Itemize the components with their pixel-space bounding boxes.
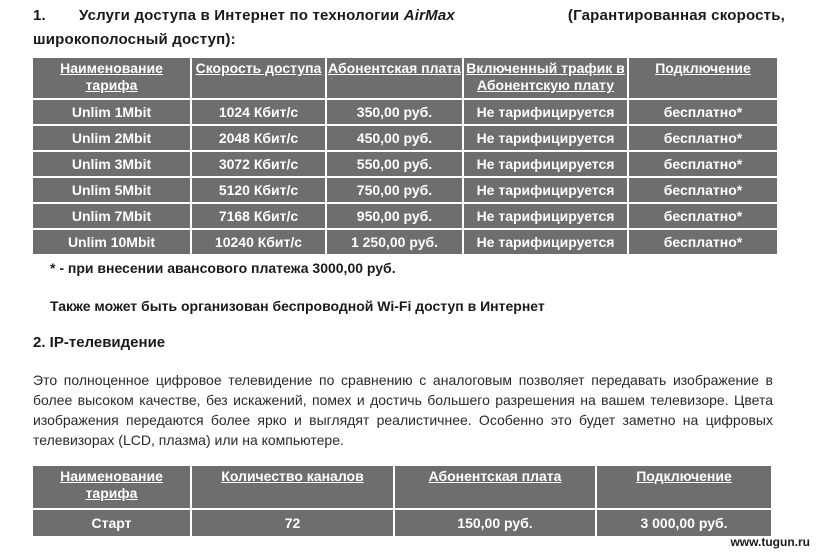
cell-tariff-name: Старт	[33, 510, 190, 536]
table-row	[33, 230, 777, 254]
col-header-channels: Количество каналов	[192, 466, 393, 508]
cell-connection: 3 000,00 руб.	[597, 510, 771, 536]
section-1-heading-part2: (Гарантированная скорость,	[567, 7, 785, 24]
cell-traffic: Не тарифицируется	[464, 230, 627, 254]
col-header-fee: Абонентская плата	[327, 58, 462, 98]
cell-connection: бесплатно*	[629, 126, 777, 150]
cell-connection: бесплатно*	[629, 152, 777, 176]
section-2-heading: 2. IP-телевидение	[33, 334, 166, 351]
table-row	[33, 178, 777, 202]
cell-tariff-name: Unlim 7Mbit	[33, 204, 190, 228]
cell-connection: бесплатно*	[629, 230, 777, 254]
section-1-number: 1.	[33, 7, 46, 24]
table-row	[33, 126, 777, 150]
section-1-heading-line2: широкополосный доступ):	[33, 31, 236, 48]
table-header-row	[33, 466, 771, 508]
cell-traffic: Не тарифицируется	[464, 126, 627, 150]
cell-connection: бесплатно*	[629, 204, 777, 228]
col-header-speed: Скорость доступа	[192, 58, 325, 98]
cell-fee: 1 250,00 руб.	[327, 230, 462, 254]
col-header-tariff-name: Наименование тарифа	[33, 58, 190, 98]
cell-fee: 350,00 руб.	[327, 100, 462, 124]
cell-fee: 950,00 руб.	[327, 204, 462, 228]
cell-traffic: Не тарифицируется	[464, 152, 627, 176]
col-header-traffic: Включенный трафик в Абонентскую плату	[464, 58, 627, 98]
cell-speed: 1024 Кбит/с	[192, 100, 325, 124]
col-header-fee: Абонентская плата	[395, 466, 595, 508]
table-row	[33, 100, 777, 124]
cell-fee: 450,00 руб.	[327, 126, 462, 150]
table-row	[33, 152, 777, 176]
cell-tariff-name: Unlim 1Mbit	[33, 100, 190, 124]
col-header-tariff-name: Наименование тарифа	[33, 466, 190, 508]
cell-connection: бесплатно*	[629, 178, 777, 202]
watermark: www.tugun.ru	[730, 535, 810, 549]
cell-tariff-name: Unlim 2Mbit	[33, 126, 190, 150]
table-row	[33, 204, 777, 228]
cell-traffic: Не тарифицируется	[464, 204, 627, 228]
cell-traffic: Не тарифицируется	[464, 178, 627, 202]
internet-tariff-table	[31, 56, 779, 256]
col-header-connection: Подключение	[629, 58, 777, 98]
cell-tariff-name: Unlim 3Mbit	[33, 152, 190, 176]
cell-fee: 750,00 руб.	[327, 178, 462, 202]
cell-fee: 550,00 руб.	[327, 152, 462, 176]
cell-speed: 7168 Кбит/с	[192, 204, 325, 228]
section-1-heading	[33, 4, 785, 52]
section-1-heading-part1: Услуги доступа в Интернет по технологии	[79, 7, 400, 24]
cell-channels: 72	[192, 510, 393, 536]
cell-tariff-name: Unlim 10Mbit	[33, 230, 190, 254]
cell-speed: 2048 Кбит/с	[192, 126, 325, 150]
cell-connection: бесплатно*	[629, 100, 777, 124]
cell-traffic: Не тарифицируется	[464, 100, 627, 124]
cell-speed: 10240 Кбит/с	[192, 230, 325, 254]
cell-speed: 5120 Кбит/с	[192, 178, 325, 202]
wifi-note: Также может быть организован беспроводной Wi-Fi доступ в Интернет	[50, 298, 545, 314]
table-header-row	[33, 58, 777, 98]
cell-speed: 3072 Кбит/с	[192, 152, 325, 176]
cell-fee: 150,00 руб.	[395, 510, 595, 536]
table-row	[33, 510, 771, 536]
section-2-paragraph: Это полноценное цифровое телевидение по сравнению с аналоговым позволяет передавать изображение в более высоком качестве, без искажений, помех и достичь большего разрешения на вашем телевизоре. Цвета изображения передаются более ярко и выглядят реалистичнее. Особенно это будет заметно на цифровых телевизорах (LCD, плазма) или на компьютере.	[33, 372, 773, 448]
section-1-brand: AirMax	[403, 7, 455, 24]
tv-tariff-table	[31, 464, 773, 538]
footnote: * - при внесении авансового платежа 3000,00 руб.	[50, 260, 396, 276]
cell-tariff-name: Unlim 5Mbit	[33, 178, 190, 202]
col-header-connection: Подключение	[597, 466, 771, 508]
